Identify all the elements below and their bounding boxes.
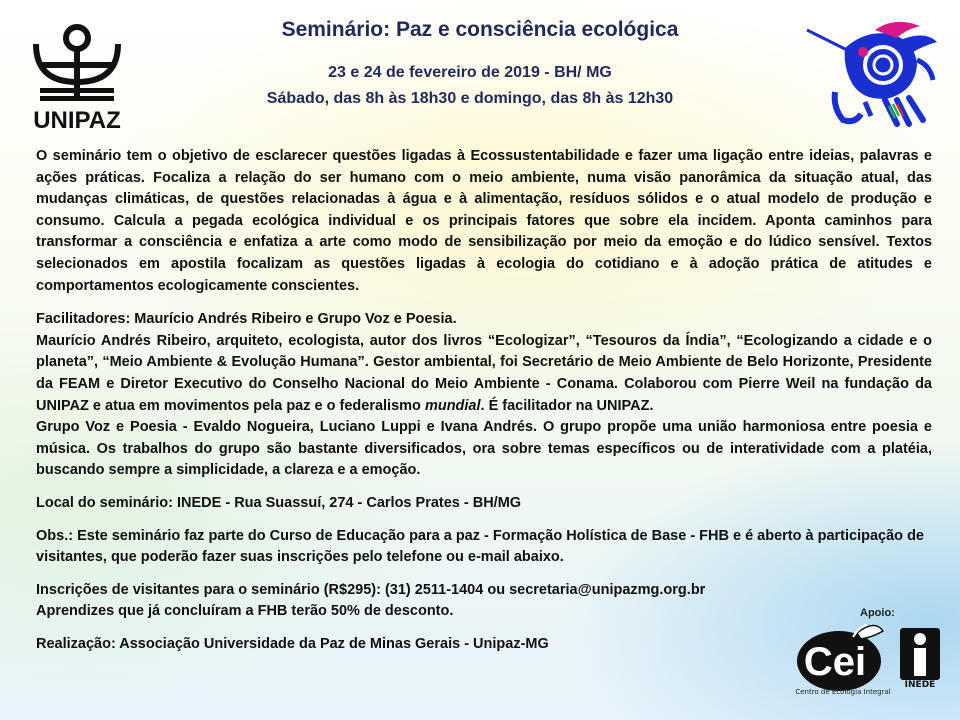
mauricio-bio	[36, 331, 932, 417]
cei-caption: Centro de Ecologia Integral	[795, 688, 891, 696]
event-date: 23 e 24 de fevereiro de 2019 - BH/ MG	[328, 64, 612, 81]
mauricio-bio-end: . É facilitador na UNIPAZ.	[480, 397, 654, 414]
grupo-bio: Grupo Voz e Poesia - Evaldo Nogueira, Luciano Luppi e Ivana Andrés. O grupo propõe uma união harmoniosa entre poesia e música. Os trabalhos do grupo são bastante diversificados, ora sobre temas específicos ou de interatividade com a platéia, buscando sempre a simplicidade, a clareza e a emoção.	[36, 419, 932, 479]
cei-logo-text: Cei	[803, 640, 867, 684]
cei-logo-icon	[795, 623, 887, 695]
venue-line: Local do seminário: INEDE - Rua Suassuí, 274 - Carlos Prates - BH/MG	[36, 494, 522, 511]
registration-line: Inscrições de visitantes para o seminário (R$295): (31) 2511-1404 ou secretaria@unipazmg.org.br	[36, 581, 706, 598]
unipaz-logo-icon	[30, 22, 125, 134]
facilitators-line: Facilitadores: Maurício Andrés Ribeiro e Grupo Voz e Poesia.	[36, 311, 457, 328]
mauricio-bio-italic: mundial	[424, 397, 481, 414]
discount-line: Aprendizes que já concluíram a FHB terão 50% de desconto.	[36, 603, 454, 620]
intro-paragraph: O seminário tem o objetivo de esclarecer questões ligadas à Ecossustentabilidade e fazer uma ligação entre ideias, palavras e ações práticas. Focaliza a relação do ser humano com o meio ambiente, numa visão panorâmica da situação atual, das mudanças climáticas, de questões relacionadas à água e à alimentação, resíduos sólidos e o atual modelo de produção e consumo. Calcula a pegada ecológica individual e os principais fatores que sobre ela incidem. Aponta caminhos para transformar a consciência e enfatiza a arte como modo de sensibilização por meio da emoção e do lúdico sensível. Textos selecionados em apostila focalizam as questões ligadas à ecologia do cotidiano e à adoção prática de atitudes e comportamentos ecologicamente conscientes.	[36, 148, 932, 294]
mauricio-bio-text: Maurício Andrés Ribeiro, arquiteto, ecologista, autor dos livros “Ecologizar”, “Tesouros da Índia”, “Ecologizando a cidade e o planeta”, “Meio Ambiente & Evolução Humana”. Gestor ambiental, foi Secretário de Meio Ambiente de Belo Horizonte, Presidente da FEAM e Diretor Executivo do Conselho Nacional do Meio Ambiente - Conama. Colaborou com Pierre Weil na fundação da UNIPAZ e atua em movimentos pela paz e o federalismo	[36, 332, 932, 414]
inede-caption: INEDE	[904, 680, 936, 690]
organizer-line: Realização: Associação Universidade da Paz de Minas Gerais - Unipaz-MG	[36, 635, 549, 652]
sponsors-label: Apoio:	[860, 607, 895, 619]
page-title: Seminário: Paz e consciência ecológica	[281, 18, 679, 41]
main-content	[36, 146, 932, 655]
unipaz-logo-text: UNIPAZ	[33, 107, 121, 134]
event-schedule: Sábado, das 8h às 18h30 e domingo, das 8h às 12h30	[266, 90, 674, 107]
hummingbird-icon	[805, 20, 940, 140]
obs-paragraph: Obs.: Este seminário faz parte do Curso de Educação para a paz - Formação Holística de Base - FHB e é aberto à participação de visitantes, que poderão fazer suas inscrições pelo telefone ou e-mail abaixo.	[36, 527, 924, 566]
